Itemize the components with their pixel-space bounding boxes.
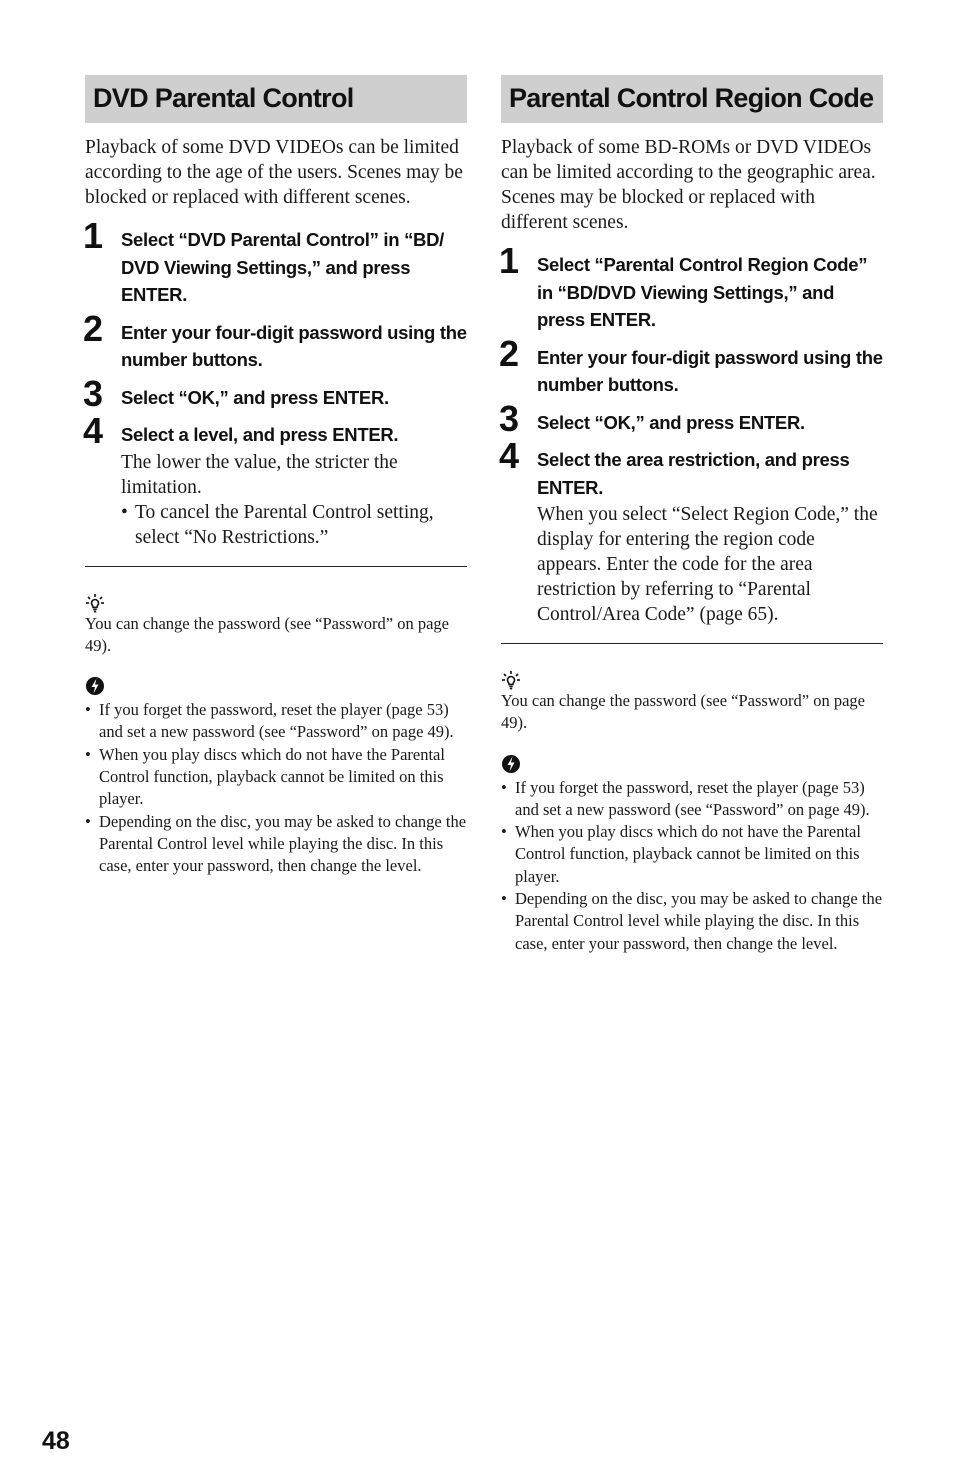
bullet-mark: • [85,744,91,764]
list-item [501,888,883,955]
step-title: Select “Parental Control Region Code” in “BD/DVD Viewing Settings,” and press ENTER. [537,254,868,330]
step-title: Select “OK,” and press ENTER. [121,386,389,408]
step-2 [83,307,467,374]
step-3 [83,372,467,414]
step-number: 3 [83,372,104,414]
list-item [85,699,467,744]
note-text: When you play discs which do not have the Parental Control function, playback cannot be limited on this player. [515,822,861,886]
bullet-mark: • [501,822,507,842]
bullet-mark: • [85,700,91,720]
step-number: 1 [83,215,104,256]
steps-list [499,240,883,627]
step-description: When you select “Select Region Code,” the display for entering the region code appears. Enter the code for the area restriction by referring to “Parental Control/Area Code” (page 65). [537,504,878,625]
note-warning-icon [501,753,521,775]
bullet-mark: • [501,889,507,909]
step-title: Select “DVD Parental Control” in “BD/ DVD Viewing Settings,” and press ENTER. [121,229,444,305]
step-4 [499,435,883,627]
tip-text: You can change the password (see “Password” on page 49). [501,691,865,733]
note-text: If you forget the password, reset the player (page 53) and set a new password (see “Password” on page 49). [515,777,870,819]
step-1 [83,215,467,309]
step-title: Enter your four-digit password using the number buttons. [121,321,467,370]
note-text: When you play discs which do not have the Parental Control function, playback cannot be limited on this player. [99,744,445,809]
note-text: Depending on the disc, you may be asked to change the Parental Control level while playing the disc. In this case, enter your password, then change the level. [99,811,467,876]
note-text: If you forget the password, reset the player (page 53) and set a new password (see “Password” on page 49). [99,700,454,742]
step-title: Select a level, and press ENTER. [121,424,399,445]
step-number: 4 [83,410,104,451]
intro-text: Playback of some DVD VIDEOs can be limited according to the age of the users. Scenes may be blocked or replaced with different scenes. [85,137,463,208]
page-number: 48 [42,1427,70,1455]
divider [501,643,883,644]
note-text: Depending on the disc, you may be asked to change the Parental Control level while playing the disc. In this case, enter your password, then change the level. [515,889,883,953]
step-title: Select “OK,” and press ENTER. [537,411,805,433]
step-number: 1 [499,240,520,281]
list-item [501,777,883,822]
step-title: Select the area restriction, and press ENTER. [537,449,850,498]
list-item [85,811,467,878]
section-dvd-parental-control [85,75,467,877]
lightbulb-tip-icon [501,670,521,690]
step-4 [83,410,467,550]
bullet-mark: • [501,777,507,797]
step-3 [499,397,883,439]
step-1 [499,240,883,334]
step-number: 4 [499,435,520,476]
note-warning-icon [85,675,105,697]
steps-list [83,215,467,550]
step-bullet-text: To cancel the Parental Control setting, select “No Restrictions.” [135,501,434,548]
step-bullet [121,500,467,550]
section-parental-control-region-code [501,75,883,955]
list-item [501,821,883,888]
section-title: Parental Control Region Code [501,75,883,123]
bullet-mark: • [121,501,128,523]
step-2 [499,332,883,399]
section-title: DVD Parental Control [85,75,467,123]
step-number: 3 [499,397,520,439]
bullet-mark: • [85,811,91,831]
tip-text: You can change the password (see “Password” on page 49). [85,613,449,655]
notes-list [501,777,883,955]
step-number: 2 [499,332,520,374]
step-number: 2 [83,307,104,349]
step-title: Enter your four-digit password using the number buttons. [537,346,883,395]
list-item [85,744,467,811]
divider [85,566,467,567]
step-description: The lower the value, the stricter the limitation. [121,451,398,498]
notes-list [85,699,467,877]
lightbulb-tip-icon [85,593,105,613]
intro-text: Playback of some BD-ROMs or DVD VIDEOs can be limited according to the geographic area. Scenes may be blocked or replaced with different scenes. [501,137,876,233]
